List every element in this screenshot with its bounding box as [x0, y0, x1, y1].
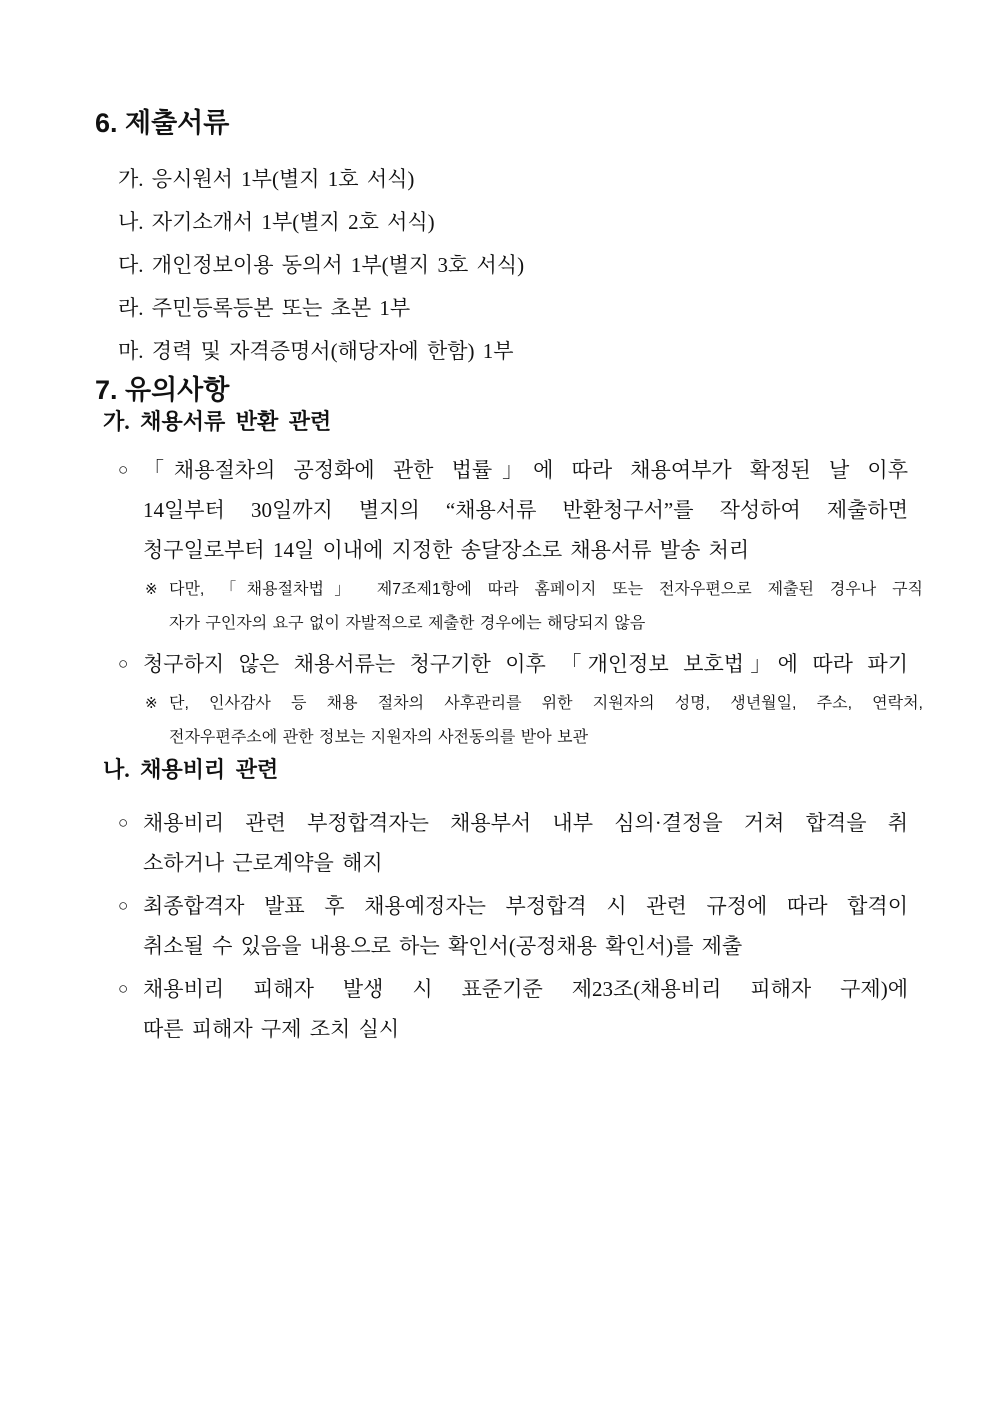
note-line: 단, 인사감사 등 채용 절차의 사후관리를 위한 지원자의 성명, 생년월일, 주소, 연락처, [169, 695, 923, 712]
subsection-hiring-corruption [95, 755, 908, 1049]
section-precautions [95, 373, 923, 1049]
note-item [95, 687, 923, 755]
subsection-b-heading: 나. 채용비리 관련 [103, 757, 279, 782]
reference-mark-icon: ※ [145, 695, 158, 712]
subsection-a-heading: 가. 채용서류 반환 관련 [103, 409, 332, 434]
circle-bullet-marker: ○ [118, 979, 129, 998]
note-line: 다만, 「채용절차법」 제7조제1항에 따라 홈페이지 또는 전자우편으로 제출된 경우나 구직 [169, 581, 923, 598]
note-line: 자가 구인자의 요구 없이 자발적으로 제출한 경우에는 해당되지 않음 [169, 615, 646, 632]
bullet-item [95, 644, 908, 684]
circle-bullet-marker: ○ [118, 813, 129, 832]
circle-bullet-marker: ○ [118, 896, 129, 915]
bullet-line: 14일부터 30일까지 별지의 “채용서류 반환청구서”를 작성하여 제출하면 [143, 498, 908, 522]
list-item: 가. 응시원서 1부(별지 1호 서식) [118, 167, 415, 191]
section-submission-documents [95, 106, 908, 373]
list-item: 마. 경력 및 자격증명서(해당자에 한함) 1부 [118, 339, 514, 363]
bullet-item [95, 886, 908, 966]
bullet-line: 따른 피해자 구제 조치 실시 [143, 1017, 400, 1041]
section-6-heading: 6. 제출서류 [95, 108, 230, 138]
bullet-line: 청구일로부터 14일 이내에 지정한 송달장소로 채용서류 발송 처리 [143, 538, 750, 562]
bullet-line: 소하거나 근로계약을 해지 [143, 851, 383, 875]
bullet-line: 청구하지 않은 채용서류는 청구기한 이후 「개인정보 보호법」에 따라 파기 [143, 652, 908, 676]
submission-document-list [118, 158, 908, 373]
circle-bullet-marker: ○ [118, 460, 129, 479]
bullet-line: 취소될 수 있음을 내용으로 하는 확인서(공정채용 확인서)를 제출 [143, 934, 743, 958]
bullet-line: 채용비리 관련 부정합격자는 채용부서 내부 심의·결정을 거쳐 합격을 취 [143, 811, 908, 835]
list-item: 다. 개인정보이용 동의서 1부(별지 3호 서식) [118, 253, 525, 277]
list-item: 나. 자기소개서 1부(별지 2호 서식) [118, 210, 435, 234]
bullet-item [95, 803, 908, 883]
subsection-document-return [95, 407, 923, 755]
note-item [95, 573, 923, 641]
section-7-heading: 7. 유의사항 [95, 375, 230, 405]
bullet-item [95, 969, 908, 1049]
note-line: 전자우편주소에 관한 정보는 지원자의 사전동의를 받아 보관 [169, 729, 589, 746]
list-item: 라. 주민등록등본 또는 초본 1부 [118, 296, 411, 320]
circle-bullet-marker: ○ [118, 654, 129, 673]
reference-mark-icon: ※ [145, 581, 158, 598]
bullet-line: 「채용절차의 공정화에 관한 법률」에 따라 채용여부가 확정된 날 이후 [143, 458, 908, 482]
bullet-item [95, 450, 908, 570]
bullet-line: 최종합격자 발표 후 채용예정자는 부정합격 시 관련 규정에 따라 합격이 [143, 894, 908, 918]
bullet-line: 채용비리 피해자 발생 시 표준기준 제23조(채용비리 피해자 구제)에 [143, 977, 908, 1001]
